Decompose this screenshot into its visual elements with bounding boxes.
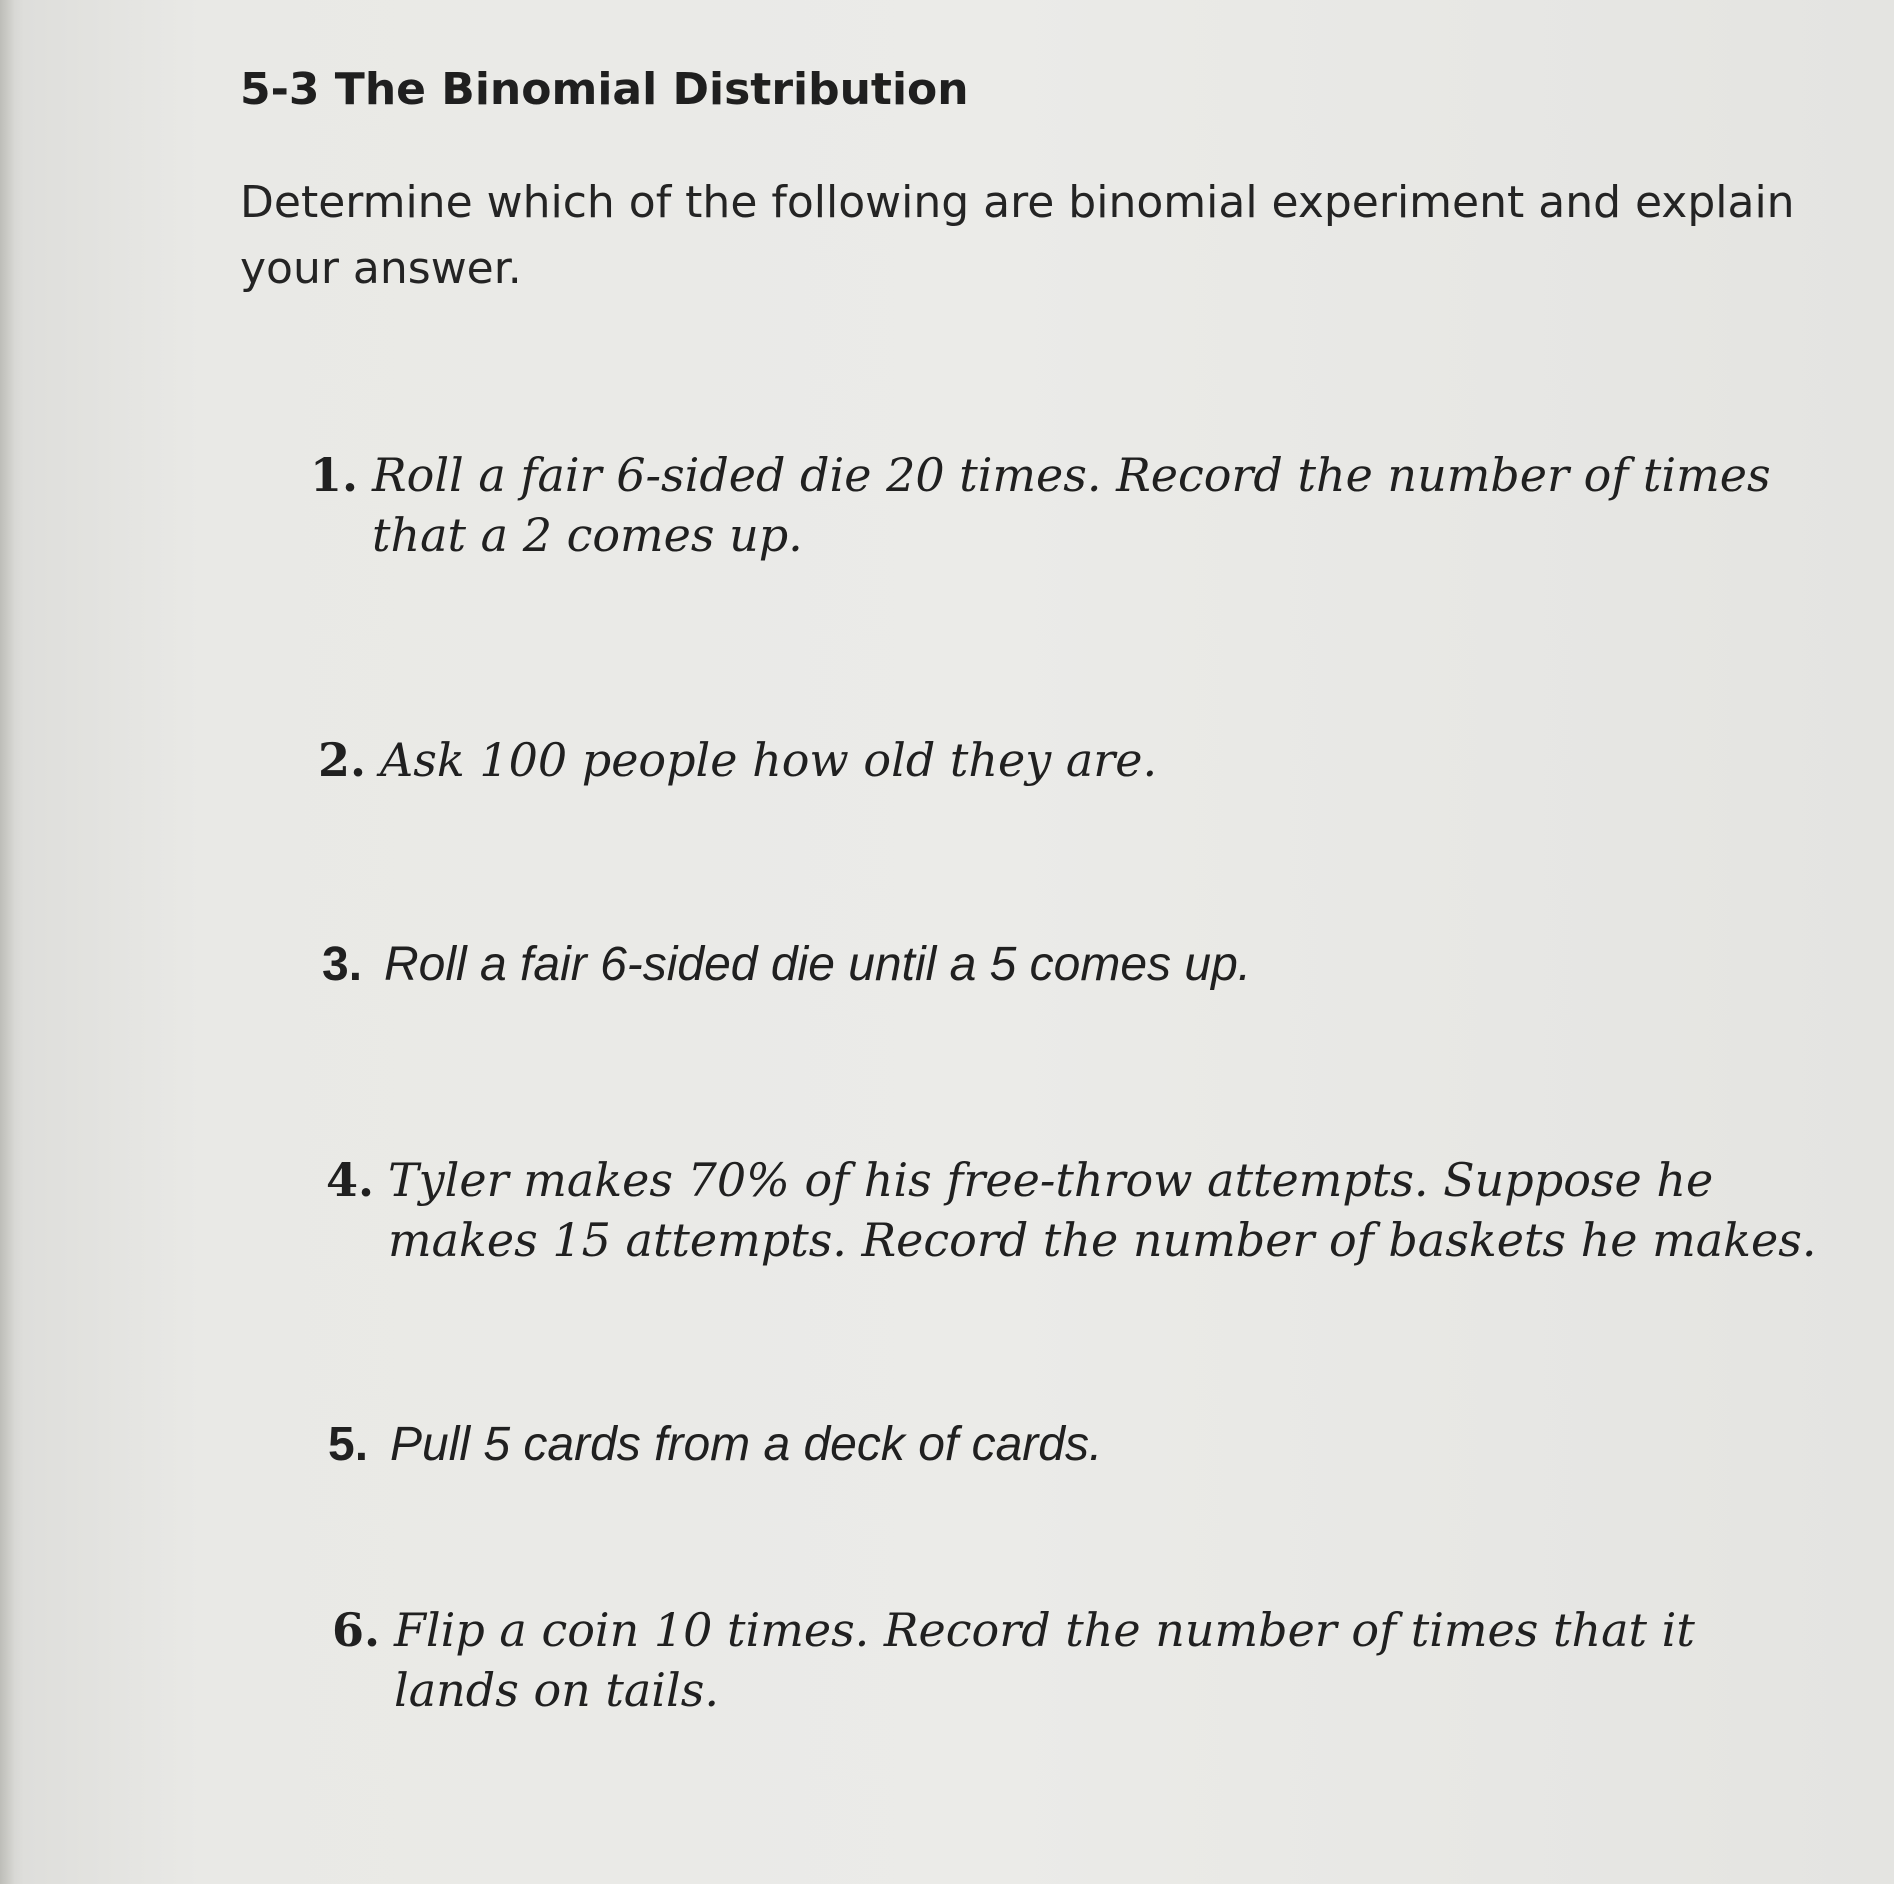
question-text: Roll a fair 6-sided die 20 times. Record the number of times that a 2 comes up. — [372, 448, 1771, 562]
question-5 — [328, 1415, 1808, 1475]
question-4 — [326, 1150, 1866, 1270]
question-text: Roll a fair 6-sided die until a 5 comes up. — [384, 938, 1252, 991]
question-6 — [332, 1600, 1812, 1720]
question-number: 1. — [310, 448, 359, 502]
question-number: 5. — [328, 1418, 369, 1471]
screen-edge — [0, 0, 14, 1884]
question-text: Ask 100 people how old they are. — [380, 733, 1158, 787]
question-number: 3. — [322, 938, 363, 991]
question-number: 2. — [318, 733, 367, 787]
question-number: 6. — [332, 1603, 381, 1657]
question-text: Pull 5 cards from a deck of cards. — [390, 1418, 1103, 1471]
question-3 — [322, 935, 1802, 995]
question-text: Flip a coin 10 times. Record the number of times that it lands on tails. — [394, 1603, 1695, 1717]
instructions-text: Determine which of the following are binomial experiment and explain your answer. — [240, 177, 1795, 294]
worksheet-page — [240, 60, 1840, 1840]
question-text: Tyler makes 70% of his free-throw attempts. Suppose he makes 15 attempts. Record the number of baskets he makes. — [388, 1153, 1817, 1267]
question-2 — [318, 730, 1798, 790]
question-1 — [310, 445, 1790, 565]
page-title: 5-3 The Binomial Distribution — [240, 64, 969, 115]
question-number: 4. — [326, 1153, 375, 1207]
